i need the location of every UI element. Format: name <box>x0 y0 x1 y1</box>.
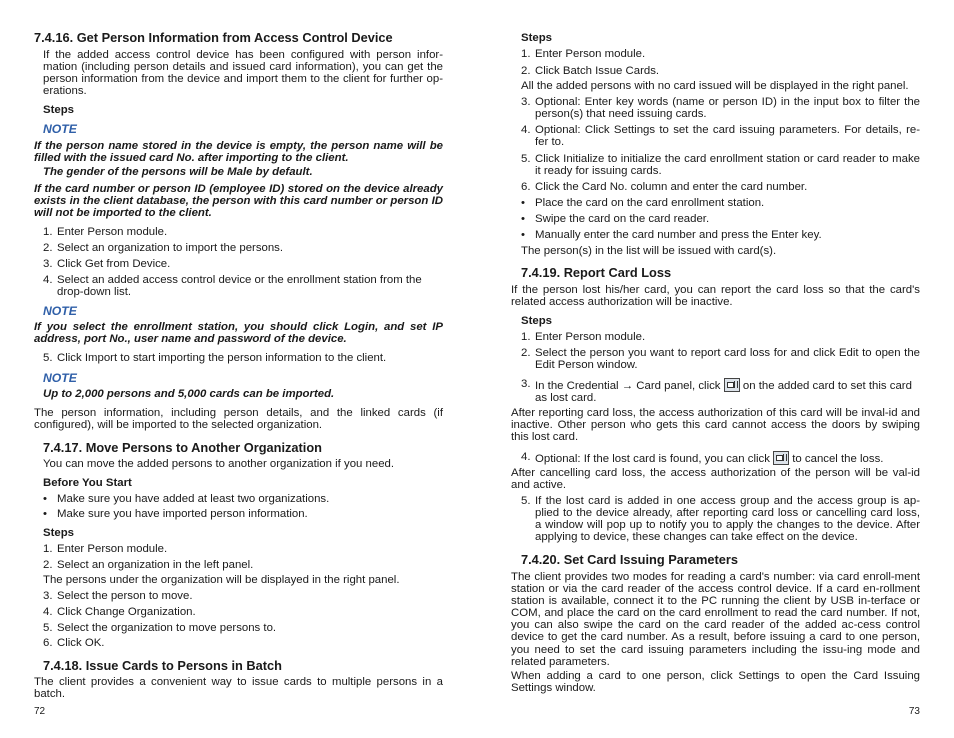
note-text: The gender of the persons will be Male by default. <box>43 166 313 178</box>
note-text: If the person name stored in the device is empty, the person name will be filled with the issued card No. after importing to the client. <box>34 140 443 165</box>
item-text: Optional: Click Settings to set the card issuing parameters. For details, re-fer to. <box>535 124 920 149</box>
item-text: Click Batch Issue Cards. <box>535 65 660 77</box>
page-number: 72 <box>34 706 46 717</box>
paragraph: After reporting card loss, the access authorization of this card will be inval-id and inactive. Other person who gets this card cannot access the doors by swiping this lost card. <box>511 407 920 444</box>
item-text: Enter Person module. <box>57 226 168 238</box>
paragraph: The person information, including person details, and the linked cards (if configured), will be imported to the selected organization. <box>34 407 443 432</box>
steps-label: Steps <box>43 104 75 116</box>
item-text <box>535 378 920 404</box>
note-text: If the card number or person ID (employee ID) stored on the device already exists in the client database, the person with this card number or person ID will not be imported to the client. <box>34 183 443 220</box>
item-number: 6. <box>43 637 53 649</box>
list-item <box>43 258 443 270</box>
list-item <box>521 153 920 177</box>
item-number: 3. <box>521 96 531 108</box>
steps-label: Steps <box>43 527 75 539</box>
paragraph: The client provides a convenient way to issue cards to multiple persons in a batch. <box>34 676 443 701</box>
item-number: 5. <box>43 622 53 634</box>
list-item <box>521 378 920 404</box>
list-item <box>43 637 443 649</box>
list-item <box>43 590 443 602</box>
item-text: If the lost card is added in one access group and the access group is ap-plied to the device already, after reporting card loss or cancelling card loss, a window will pop up to notify you to apply the changes to the device. After applying to device, these changes can take effect on the device. <box>535 495 920 544</box>
item-text: Enter Person module. <box>535 48 646 60</box>
item-text: Click Initialize to initialize the card enrollment station or card reader to make it ready for issuing cards. <box>535 153 920 178</box>
item-number: 2. <box>43 559 53 571</box>
left-page <box>34 0 443 738</box>
item-text: Click Change Organization. <box>57 606 196 618</box>
paragraph: After cancelling card loss, the access authorization of the person will be val-id and active. <box>511 467 920 492</box>
note-label: NOTE <box>43 304 77 318</box>
card-loss-icon[interactable] <box>724 378 740 392</box>
bullet-text: Place the card on the card enrollment station. <box>535 197 765 209</box>
item-number: 1. <box>521 331 531 343</box>
item-number: 2. <box>521 65 531 77</box>
list-item <box>521 331 920 343</box>
item-number: 6. <box>521 181 531 193</box>
item-text-pre: In the Credential → Card panel, click <box>535 380 721 392</box>
item-text: Select the person you want to report card loss for and click Edit to open the Edit Person window. <box>535 347 920 372</box>
list-item <box>43 543 443 555</box>
item-number: 1. <box>521 48 531 60</box>
item-text-pre: Optional: If the lost card is found, you can click <box>535 453 770 465</box>
list-item <box>43 242 443 254</box>
bullet-text: Make sure you have added at least two organizations. <box>57 493 330 505</box>
bullet-item <box>521 197 920 209</box>
bullet: • <box>43 493 47 505</box>
bullet-text: Make sure you have imported person information. <box>57 508 308 520</box>
item-text: Click Get from Device. <box>57 258 171 270</box>
list-item <box>521 347 920 371</box>
list-item <box>43 622 443 634</box>
item-number: 4. <box>521 124 531 136</box>
list-item <box>43 352 443 364</box>
item-text: Select the organization to move persons to. <box>57 622 277 634</box>
item-number: 5. <box>43 352 53 364</box>
item-text: Enter Person module. <box>57 543 168 555</box>
section-heading-7-4-19: 7.4.19. Report Card Loss <box>521 265 672 280</box>
before-you-start-label: Before You Start <box>43 477 132 489</box>
item-text: Select an organization in the left panel. <box>57 559 254 571</box>
item-number: 5. <box>521 153 531 165</box>
list-item <box>521 181 920 193</box>
bullet-item <box>521 213 920 225</box>
page-number: 73 <box>908 706 920 717</box>
item-text: Click the Card No. column and enter the card number. <box>535 181 808 193</box>
item-number: 4. <box>43 274 53 286</box>
list-item <box>521 65 920 77</box>
item-number: 1. <box>43 226 53 238</box>
cancel-card-loss-icon[interactable] <box>773 451 789 465</box>
item-number: 5. <box>521 495 531 507</box>
right-page <box>511 0 920 738</box>
list-item <box>521 48 920 60</box>
list-item <box>521 495 920 543</box>
steps-label: Steps <box>521 32 553 44</box>
section-heading-7-4-17: 7.4.17. Move Persons to Another Organization <box>43 440 322 455</box>
item-text: Select an organization to import the persons. <box>57 242 284 254</box>
note-text: Up to 2,000 persons and 5,000 cards can be imported. <box>43 388 335 400</box>
item-number: 2. <box>521 347 531 359</box>
list-item <box>521 124 920 148</box>
paragraph: You can move the added persons to another organization if you need. <box>43 458 395 470</box>
item-text: Enter Person module. <box>535 331 646 343</box>
item-text: Click Import to start importing the person information to the client. <box>57 352 387 364</box>
list-item <box>521 96 920 120</box>
bullet: • <box>521 213 525 225</box>
section-heading-7-4-16: 7.4.16. Get Person Information from Access Control Device <box>34 30 393 45</box>
bullet: • <box>43 508 47 520</box>
item-text-post: to cancel the loss. <box>792 453 884 465</box>
list-item <box>43 274 443 298</box>
paragraph: When adding a card to one person, click Settings to open the Card Issuing Settings window. <box>511 670 920 695</box>
section-heading-7-4-20: 7.4.20. Set Card Issuing Parameters <box>521 552 738 567</box>
bullet-text: Swipe the card on the card reader. <box>535 213 710 225</box>
list-item <box>43 226 443 238</box>
bullet: • <box>521 197 525 209</box>
section-heading-7-4-18: 7.4.18. Issue Cards to Persons in Batch <box>43 658 282 673</box>
list-item <box>43 606 443 618</box>
item-text-post: on the added card to set this card as lost card. <box>535 380 912 405</box>
section-intro: If the added access control device has been configured with person infor-mation (including person details and issued card information), you can get the person information from the device and import them to the client for further op-erations. <box>43 49 443 98</box>
bullet: • <box>521 229 525 241</box>
item-number: 4. <box>521 451 531 463</box>
item-number: 1. <box>43 543 53 555</box>
list-item <box>521 451 920 465</box>
paragraph: All the added persons with no card issued will be displayed in the right panel. <box>521 80 909 92</box>
item-number: 2. <box>43 242 53 254</box>
paragraph: The person(s) in the list will be issued with card(s). <box>521 245 777 257</box>
bullet-item <box>521 229 920 241</box>
item-number: 3. <box>521 378 531 390</box>
item-text: Select the person to move. <box>57 590 193 602</box>
note-text: If you select the enrollment station, you should click Login, and set IP address, port No., user name and password of the device. <box>34 321 443 346</box>
paragraph: If the person lost his/her card, you can report the card loss so that the card's related access authorization will be inactive. <box>511 284 920 309</box>
item-text: Click OK. <box>57 637 105 649</box>
note-label: NOTE <box>43 371 77 385</box>
item-text <box>535 451 920 465</box>
item-number: 3. <box>43 590 53 602</box>
paragraph: The persons under the organization will be displayed in the right panel. <box>43 574 400 586</box>
item-number: 4. <box>43 606 53 618</box>
paragraph: The client provides two modes for reading a card's number: via card enroll-ment station or via the card reader of the access control device. If a card en-rollment station is available, connect it to the PC running the client by USB in-terface or COM, and place the card on the card enrollment to read the card number. If not, you can also swipe the card on the card reader of the added ac-cess control device to get the card number. As a result, before issuing a card to one person, you need to set the card issuing parameters including the issu-ing mode and related parameters. <box>511 571 920 668</box>
item-text: Select an added access control device or the enrollment station from the drop-down list. <box>57 274 422 299</box>
list-item <box>43 559 443 571</box>
note-label: NOTE <box>43 122 77 136</box>
item-number: 3. <box>43 258 53 270</box>
item-text: Optional: Enter key words (name or person ID) in the input box to filter the person(s) that need issuing cards. <box>535 96 920 121</box>
bullet-item <box>43 508 443 520</box>
bullet-text: Manually enter the card number and press the Enter key. <box>535 229 822 241</box>
bullet-item <box>43 493 443 505</box>
steps-label: Steps <box>521 315 553 327</box>
